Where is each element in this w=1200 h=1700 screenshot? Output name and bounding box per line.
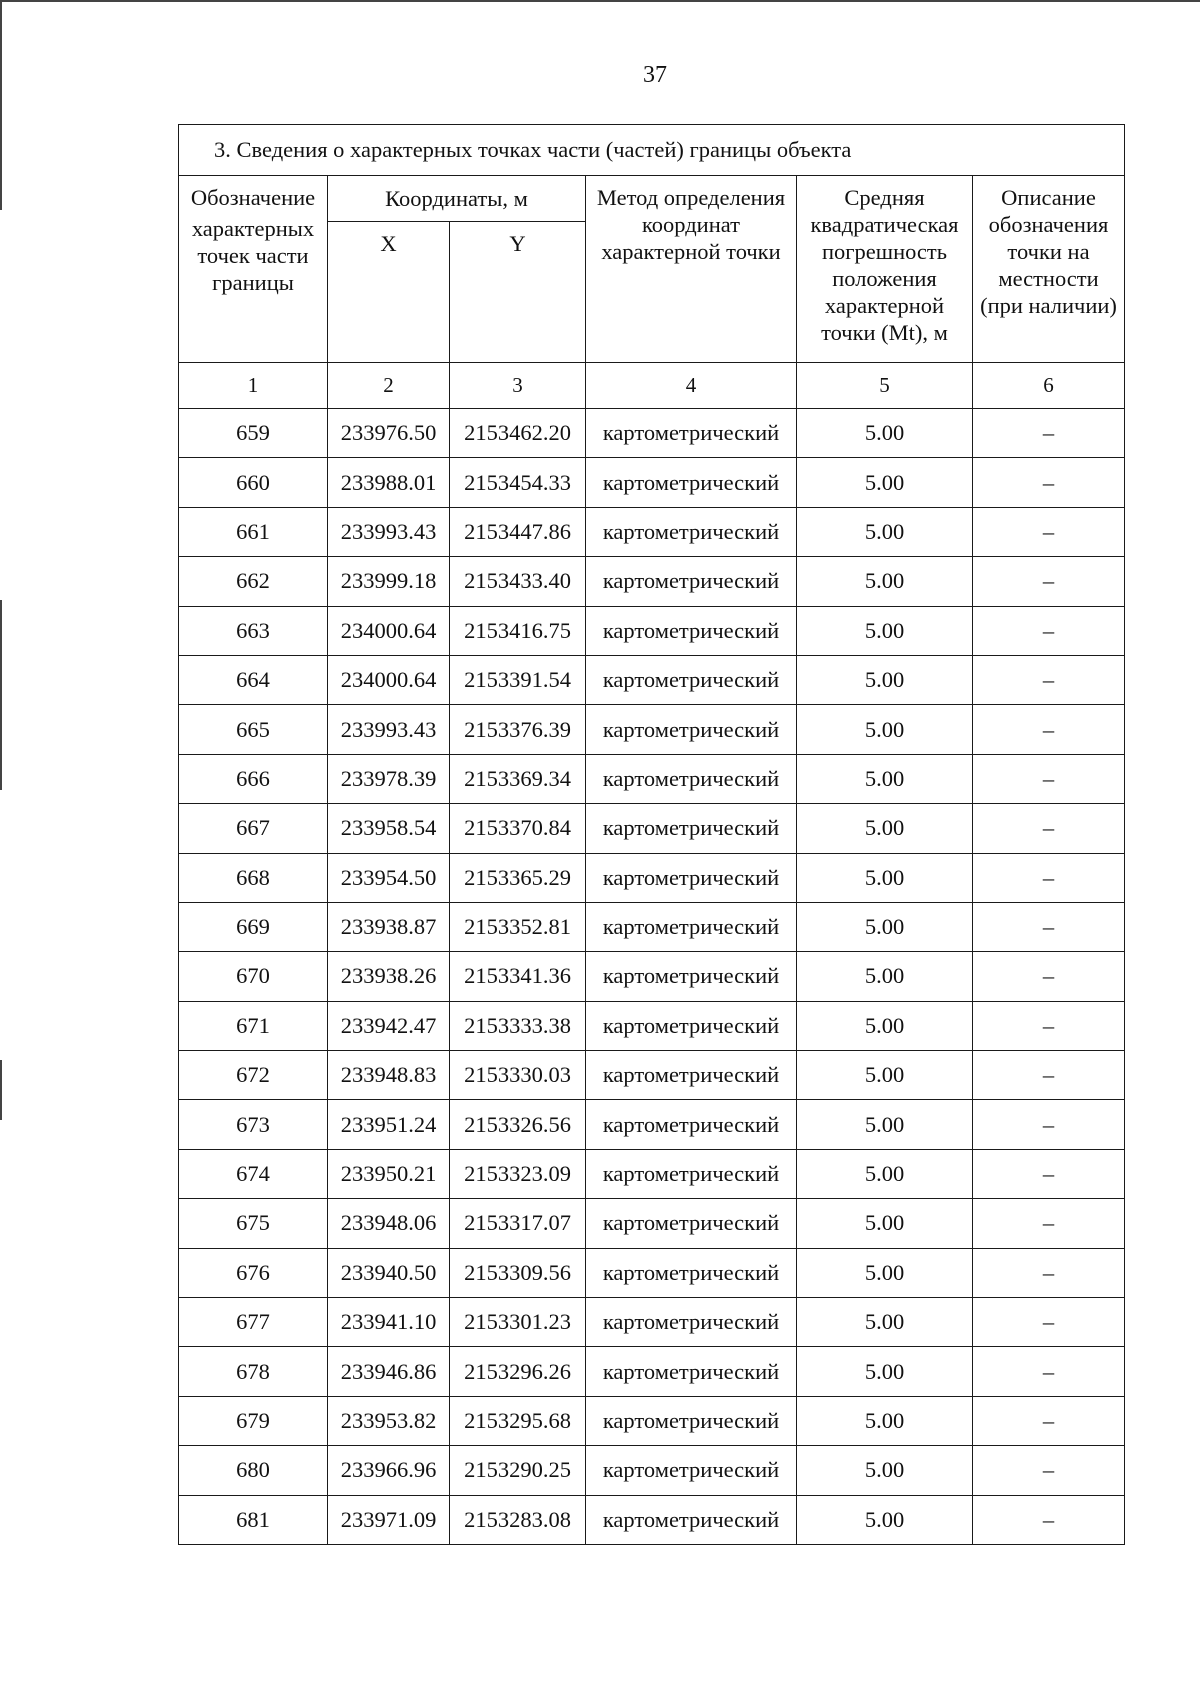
scan-border-left bbox=[0, 0, 2, 210]
point-number-cell: 670 bbox=[179, 952, 328, 1001]
table-body bbox=[179, 409, 1125, 1545]
y-coordinate-cell: 2153326.56 bbox=[450, 1100, 586, 1149]
header-designation bbox=[179, 176, 328, 363]
table-row bbox=[179, 1495, 1125, 1544]
error-cell: 5.00 bbox=[797, 1248, 973, 1297]
method-cell: картометрический bbox=[586, 557, 797, 606]
y-coordinate-cell: 2153370.84 bbox=[450, 804, 586, 853]
point-number-cell: 678 bbox=[179, 1347, 328, 1396]
header-coordinates: Координаты, м bbox=[328, 176, 586, 222]
method-cell: картометрический bbox=[586, 1396, 797, 1445]
x-coordinate-cell: 234000.64 bbox=[328, 655, 450, 704]
y-coordinate-cell: 2153341.36 bbox=[450, 952, 586, 1001]
table-row bbox=[179, 1001, 1125, 1050]
method-cell: картометрический bbox=[586, 1298, 797, 1347]
x-coordinate-cell: 234000.64 bbox=[328, 606, 450, 655]
method-cell: картометрический bbox=[586, 606, 797, 655]
table-row bbox=[179, 1149, 1125, 1198]
method-cell: картометрический bbox=[586, 952, 797, 1001]
description-cell: – bbox=[973, 1051, 1125, 1100]
table-row bbox=[179, 409, 1125, 458]
x-coordinate-cell: 233951.24 bbox=[328, 1100, 450, 1149]
table-row bbox=[179, 1248, 1125, 1297]
y-coordinate-cell: 2153365.29 bbox=[450, 853, 586, 902]
error-cell: 5.00 bbox=[797, 804, 973, 853]
description-cell: – bbox=[973, 606, 1125, 655]
y-coordinate-cell: 2153330.03 bbox=[450, 1051, 586, 1100]
scan-mark-left bbox=[0, 600, 2, 790]
method-cell: картометрический bbox=[586, 1199, 797, 1248]
point-number-cell: 660 bbox=[179, 458, 328, 507]
error-cell: 5.00 bbox=[797, 1001, 973, 1050]
y-coordinate-cell: 2153296.26 bbox=[450, 1347, 586, 1396]
x-coordinate-cell: 233942.47 bbox=[328, 1001, 450, 1050]
error-cell: 5.00 bbox=[797, 1100, 973, 1149]
error-cell: 5.00 bbox=[797, 902, 973, 951]
point-number-cell: 668 bbox=[179, 853, 328, 902]
y-coordinate-cell: 2153352.81 bbox=[450, 902, 586, 951]
table-row bbox=[179, 952, 1125, 1001]
header-x: X bbox=[328, 222, 450, 363]
point-number-cell: 662 bbox=[179, 557, 328, 606]
table-row bbox=[179, 606, 1125, 655]
description-cell: – bbox=[973, 1347, 1125, 1396]
description-cell: – bbox=[973, 1446, 1125, 1495]
error-cell: 5.00 bbox=[797, 754, 973, 803]
table-row bbox=[179, 507, 1125, 556]
description-cell: – bbox=[973, 754, 1125, 803]
method-cell: картометрический bbox=[586, 853, 797, 902]
method-cell: картометрический bbox=[586, 1051, 797, 1100]
table-row bbox=[179, 1446, 1125, 1495]
table-row bbox=[179, 557, 1125, 606]
y-coordinate-cell: 2153447.86 bbox=[450, 507, 586, 556]
point-number-cell: 676 bbox=[179, 1248, 328, 1297]
point-number-cell: 673 bbox=[179, 1100, 328, 1149]
table-row bbox=[179, 754, 1125, 803]
description-cell: – bbox=[973, 507, 1125, 556]
table-row bbox=[179, 804, 1125, 853]
table-row bbox=[179, 902, 1125, 951]
header-designation-rest: характерных точек части границы bbox=[191, 216, 315, 295]
header-description: Описание обозначения точки на местности (при наличии) bbox=[973, 176, 1125, 363]
description-cell: – bbox=[973, 1100, 1125, 1149]
method-cell: картометрический bbox=[586, 1001, 797, 1050]
description-cell: – bbox=[973, 409, 1125, 458]
y-coordinate-cell: 2153283.08 bbox=[450, 1495, 586, 1544]
description-cell: – bbox=[973, 902, 1125, 951]
x-coordinate-cell: 233978.39 bbox=[328, 754, 450, 803]
point-number-cell: 671 bbox=[179, 1001, 328, 1050]
method-cell: картометрический bbox=[586, 507, 797, 556]
table-row bbox=[179, 853, 1125, 902]
method-cell: картометрический bbox=[586, 1495, 797, 1544]
method-cell: картометрический bbox=[586, 1248, 797, 1297]
y-coordinate-cell: 2153333.38 bbox=[450, 1001, 586, 1050]
description-cell: – bbox=[973, 1149, 1125, 1198]
error-cell: 5.00 bbox=[797, 1396, 973, 1445]
section-title: 3. Сведения о характерных точках части (частей) границы объекта bbox=[179, 125, 1125, 176]
x-coordinate-cell: 233971.09 bbox=[328, 1495, 450, 1544]
table-row bbox=[179, 1199, 1125, 1248]
y-coordinate-cell: 2153416.75 bbox=[450, 606, 586, 655]
table-row bbox=[179, 1051, 1125, 1100]
scan-border-top bbox=[0, 0, 1200, 2]
x-coordinate-cell: 233999.18 bbox=[328, 557, 450, 606]
y-coordinate-cell: 2153290.25 bbox=[450, 1446, 586, 1495]
error-cell: 5.00 bbox=[797, 952, 973, 1001]
error-cell: 5.00 bbox=[797, 606, 973, 655]
x-coordinate-cell: 233966.96 bbox=[328, 1446, 450, 1495]
column-number: 3 bbox=[450, 363, 586, 409]
point-number-cell: 669 bbox=[179, 902, 328, 951]
error-cell: 5.00 bbox=[797, 557, 973, 606]
point-number-cell: 661 bbox=[179, 507, 328, 556]
table-row bbox=[179, 458, 1125, 507]
x-coordinate-cell: 233940.50 bbox=[328, 1248, 450, 1297]
column-number: 1 bbox=[179, 363, 328, 409]
table-row bbox=[179, 1298, 1125, 1347]
x-coordinate-cell: 233993.43 bbox=[328, 705, 450, 754]
table-row bbox=[179, 705, 1125, 754]
error-cell: 5.00 bbox=[797, 1051, 973, 1100]
point-number-cell: 663 bbox=[179, 606, 328, 655]
description-cell: – bbox=[973, 1298, 1125, 1347]
column-number: 2 bbox=[328, 363, 450, 409]
method-cell: картометрический bbox=[586, 409, 797, 458]
error-cell: 5.00 bbox=[797, 1495, 973, 1544]
boundary-points-table bbox=[178, 124, 1125, 1545]
method-cell: картометрический bbox=[586, 655, 797, 704]
description-cell: – bbox=[973, 705, 1125, 754]
point-number-cell: 674 bbox=[179, 1149, 328, 1198]
column-number: 6 bbox=[973, 363, 1125, 409]
y-coordinate-cell: 2153376.39 bbox=[450, 705, 586, 754]
x-coordinate-cell: 233976.50 bbox=[328, 409, 450, 458]
column-number: 4 bbox=[586, 363, 797, 409]
column-number: 5 bbox=[797, 363, 973, 409]
x-coordinate-cell: 233988.01 bbox=[328, 458, 450, 507]
method-cell: картометрический bbox=[586, 1149, 797, 1198]
error-cell: 5.00 bbox=[797, 705, 973, 754]
y-coordinate-cell: 2153454.33 bbox=[450, 458, 586, 507]
y-coordinate-cell: 2153391.54 bbox=[450, 655, 586, 704]
description-cell: – bbox=[973, 1001, 1125, 1050]
y-coordinate-cell: 2153433.40 bbox=[450, 557, 586, 606]
description-cell: – bbox=[973, 804, 1125, 853]
method-cell: картометрический bbox=[586, 1347, 797, 1396]
y-coordinate-cell: 2153462.20 bbox=[450, 409, 586, 458]
point-number-cell: 666 bbox=[179, 754, 328, 803]
description-cell: – bbox=[973, 1199, 1125, 1248]
description-cell: – bbox=[973, 1248, 1125, 1297]
x-coordinate-cell: 233948.83 bbox=[328, 1051, 450, 1100]
error-cell: 5.00 bbox=[797, 458, 973, 507]
scan-mark-left-2 bbox=[0, 1060, 2, 1120]
y-coordinate-cell: 2153317.07 bbox=[450, 1199, 586, 1248]
section-title-row bbox=[179, 125, 1125, 176]
point-number-cell: 677 bbox=[179, 1298, 328, 1347]
description-cell: – bbox=[973, 853, 1125, 902]
x-coordinate-cell: 233948.06 bbox=[328, 1199, 450, 1248]
header-row bbox=[179, 176, 1125, 222]
y-coordinate-cell: 2153323.09 bbox=[450, 1149, 586, 1198]
description-cell: – bbox=[973, 655, 1125, 704]
error-cell: 5.00 bbox=[797, 1199, 973, 1248]
header-error: Средняя квадратическая погрешность положения характерной точки (Mt), м bbox=[797, 176, 973, 363]
table-row bbox=[179, 1396, 1125, 1445]
x-coordinate-cell: 233950.21 bbox=[328, 1149, 450, 1198]
x-coordinate-cell: 233938.26 bbox=[328, 952, 450, 1001]
x-coordinate-cell: 233946.86 bbox=[328, 1347, 450, 1396]
point-number-cell: 665 bbox=[179, 705, 328, 754]
error-cell: 5.00 bbox=[797, 1347, 973, 1396]
description-cell: – bbox=[973, 557, 1125, 606]
x-coordinate-cell: 233941.10 bbox=[328, 1298, 450, 1347]
header-method: Метод определения координат характерной точки bbox=[586, 176, 797, 363]
method-cell: картометрический bbox=[586, 1100, 797, 1149]
x-coordinate-cell: 233958.54 bbox=[328, 804, 450, 853]
y-coordinate-cell: 2153301.23 bbox=[450, 1298, 586, 1347]
x-coordinate-cell: 233938.87 bbox=[328, 902, 450, 951]
error-cell: 5.00 bbox=[797, 853, 973, 902]
description-cell: – bbox=[973, 952, 1125, 1001]
table-row bbox=[179, 1100, 1125, 1149]
point-number-cell: 667 bbox=[179, 804, 328, 853]
header-designation-top: Обозначение bbox=[190, 185, 316, 210]
y-coordinate-cell: 2153309.56 bbox=[450, 1248, 586, 1297]
method-cell: картометрический bbox=[586, 754, 797, 803]
point-number-cell: 681 bbox=[179, 1495, 328, 1544]
y-coordinate-cell: 2153369.34 bbox=[450, 754, 586, 803]
method-cell: картометрический bbox=[586, 1446, 797, 1495]
point-number-cell: 659 bbox=[179, 409, 328, 458]
y-coordinate-cell: 2153295.68 bbox=[450, 1396, 586, 1445]
method-cell: картометрический bbox=[586, 458, 797, 507]
error-cell: 5.00 bbox=[797, 1298, 973, 1347]
error-cell: 5.00 bbox=[797, 1446, 973, 1495]
error-cell: 5.00 bbox=[797, 409, 973, 458]
point-number-cell: 664 bbox=[179, 655, 328, 704]
error-cell: 5.00 bbox=[797, 507, 973, 556]
table-row bbox=[179, 1347, 1125, 1396]
description-cell: – bbox=[973, 1396, 1125, 1445]
column-numbers-row bbox=[179, 363, 1125, 409]
header-y: Y bbox=[450, 222, 586, 363]
method-cell: картометрический bbox=[586, 705, 797, 754]
point-number-cell: 672 bbox=[179, 1051, 328, 1100]
point-number-cell: 675 bbox=[179, 1199, 328, 1248]
error-cell: 5.00 bbox=[797, 655, 973, 704]
description-cell: – bbox=[973, 458, 1125, 507]
x-coordinate-cell: 233953.82 bbox=[328, 1396, 450, 1445]
point-number-cell: 680 bbox=[179, 1446, 328, 1495]
x-coordinate-cell: 233993.43 bbox=[328, 507, 450, 556]
error-cell: 5.00 bbox=[797, 1149, 973, 1198]
point-number-cell: 679 bbox=[179, 1396, 328, 1445]
method-cell: картометрический bbox=[586, 804, 797, 853]
method-cell: картометрический bbox=[586, 902, 797, 951]
x-coordinate-cell: 233954.50 bbox=[328, 853, 450, 902]
page-number: 37 bbox=[643, 62, 667, 88]
description-cell: – bbox=[973, 1495, 1125, 1544]
table-row bbox=[179, 655, 1125, 704]
